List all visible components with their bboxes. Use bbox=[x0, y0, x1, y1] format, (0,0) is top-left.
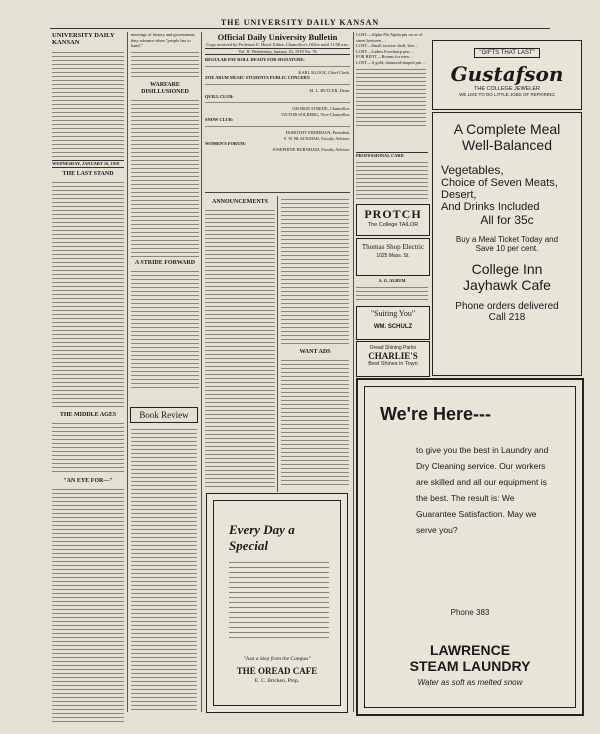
section-divider bbox=[205, 192, 350, 193]
thomas-name: Thomas Shop Electric bbox=[361, 243, 425, 251]
meal-line8: Buy a Meal Ticket Today and bbox=[455, 235, 559, 244]
middle-ages-body bbox=[52, 420, 124, 475]
column-two bbox=[131, 32, 199, 404]
suiting-title: "Suiting You" bbox=[370, 309, 416, 318]
laundry-headline: We're Here--- bbox=[380, 404, 491, 424]
meal-line1: A Complete Meal bbox=[453, 121, 561, 137]
bulletin-signature: VICTOR SOLBERG, Vice-Chancellor. bbox=[280, 111, 350, 117]
want-ad-item: LOST—Small tortoise shell, lost ... bbox=[356, 43, 419, 49]
book-review-body bbox=[131, 426, 197, 712]
bulletin-signature: JOSEPHINE BURNHAM, Faculty Adviser. bbox=[272, 146, 350, 152]
column-rule bbox=[127, 32, 128, 712]
bulletin-signature: M. L. BUTLER, Dean. bbox=[309, 87, 350, 93]
warfare-body bbox=[131, 97, 199, 257]
bulletin-item: QUILL CLUB: bbox=[205, 93, 234, 99]
eye-for-body bbox=[52, 486, 124, 722]
bulletin-signature: F. W. BLACKMAR, Faculty Adviser. bbox=[283, 135, 350, 141]
bulletin-item-body bbox=[205, 63, 350, 70]
announcements-body bbox=[205, 207, 275, 487]
oread-cafe-ad bbox=[206, 493, 348, 713]
meal-line2: Well-Balanced bbox=[461, 137, 552, 153]
book-review-text bbox=[131, 426, 197, 712]
meal-line5: Desert, bbox=[441, 189, 477, 201]
want-ads-title: WANT ADS bbox=[299, 349, 331, 355]
bulletin-item-body bbox=[205, 99, 350, 106]
bulletin-issue: Vol. II. Wednesday, January 16, 1918 No. 76 bbox=[205, 48, 350, 56]
professional-title: PROFESSIONAL CARD bbox=[356, 153, 404, 158]
charlies-ad bbox=[356, 341, 430, 377]
middle-ages-title: THE MIDDLE AGES bbox=[59, 411, 117, 418]
bulletin-item: REGULAR PAY ROLL READY FOR SIGNATURE: bbox=[205, 57, 305, 63]
oread-tagline: "Just a Step from the Campus" bbox=[243, 656, 311, 662]
meal-line4: Choice of Seven Meats, bbox=[441, 177, 558, 189]
protch-sub: The College TAILOR bbox=[367, 222, 419, 228]
laundry-slogan: Water as soft as melted snow bbox=[417, 678, 523, 687]
bulletin-item-body bbox=[205, 123, 350, 130]
oread-proprietor: E. C. Bricken, Prop. bbox=[254, 678, 300, 684]
gustafson-name: Gustafson bbox=[450, 62, 564, 86]
oread-body bbox=[229, 558, 329, 638]
meal-line12: Phone orders delivered bbox=[455, 301, 559, 312]
bulletin-signature: GEORGE STREDE, Chancellor. bbox=[292, 106, 350, 112]
column-rule bbox=[353, 32, 354, 712]
want-ads-column bbox=[356, 32, 426, 150]
want-ad-item: LOST—Alpha Phi Alpha pin on or of street between ... bbox=[356, 32, 423, 43]
charlies-sub: Best Shines in Town bbox=[368, 361, 418, 367]
bulletin-item: SNOW CLUB: bbox=[205, 117, 234, 123]
announcements-body-two bbox=[281, 196, 349, 346]
last-stand-title: THE LAST STAND bbox=[62, 170, 114, 177]
thomas-ad bbox=[356, 238, 430, 276]
protch-name: PROTCH bbox=[364, 207, 422, 221]
announcements-column bbox=[205, 196, 275, 492]
gustafson-slogan: "GIFTS THAT LAST" bbox=[474, 48, 539, 58]
page-header: THE UNIVERSITY DAILY KANSAN bbox=[50, 18, 550, 29]
left-column bbox=[52, 32, 124, 722]
laundry-phone: Phone 383 bbox=[450, 608, 490, 617]
column-rule bbox=[201, 32, 202, 712]
gustafson-ad bbox=[432, 40, 582, 110]
book-review-header bbox=[130, 407, 198, 423]
eye-for-title: "AN EYE FOR—" bbox=[63, 477, 113, 484]
college-inn-ad bbox=[432, 112, 582, 376]
want-ads-body bbox=[281, 357, 349, 487]
bulletin-title: Official Daily University Bulletin bbox=[217, 32, 338, 42]
masthead: UNIVERSITY DAILY KANSAN bbox=[52, 32, 115, 46]
oread-title-line2: Special bbox=[229, 538, 268, 553]
laundry-ad bbox=[356, 378, 584, 716]
meal-line10: College Inn bbox=[471, 261, 543, 277]
professional-body bbox=[356, 159, 428, 199]
masthead-staff bbox=[52, 49, 124, 157]
book-review-title: Book Review bbox=[139, 410, 189, 420]
meal-line9: Save 10 per cent. bbox=[475, 244, 539, 253]
stride-title: A STRIDE FORWARD bbox=[134, 259, 196, 266]
meal-line11: Jayhawk Cafe bbox=[463, 277, 551, 293]
bulletin-item: ZOE ARUM MUSIC STUDENTS PUBLIC CONCERT: bbox=[205, 75, 311, 81]
laundry-name2: STEAM LAUNDRY bbox=[409, 658, 531, 674]
column-two-intro: meetings of history and government, they advance when "people has to hand." bbox=[131, 32, 196, 49]
bulletin-signature: KARL KLOOZ, Chief Clerk. bbox=[298, 69, 350, 75]
gustafson-line1: THE COLLEGE JEWELER bbox=[473, 86, 541, 92]
laundry-name1: LAWRENCE bbox=[429, 642, 511, 658]
announcements-column-two bbox=[281, 196, 349, 492]
bulletin-signature: DOROTHY ERDHMAN, President. bbox=[285, 129, 350, 135]
last-stand-body bbox=[52, 179, 124, 409]
want-ad-item: FOR RENT—Rooms for men ... bbox=[356, 54, 414, 60]
laundry-body: to give you the best in Laundry and Dry Cleaning service. Our workers are skilled and all our equipment is the best. The result is: We Guarantee Satisfaction. May we serve you? bbox=[416, 445, 549, 535]
column-rule bbox=[277, 196, 278, 492]
want-ads-more bbox=[356, 66, 426, 126]
meal-line7: All for 35c bbox=[480, 213, 534, 227]
thomas-addr: 1025 Mass. St. bbox=[376, 253, 410, 259]
bulletin bbox=[205, 32, 350, 152]
announcements-title: ANNOUNCEMENTS bbox=[211, 199, 268, 205]
want-ad-item: LOST—Ladies Eversharp pen ... bbox=[356, 48, 414, 54]
schulz-name: WM. SCHULZ bbox=[373, 324, 413, 330]
album-name: A. G. ALBUM bbox=[378, 278, 406, 283]
want-ad-item: LOST—A gold, diamond-shaped pin ... bbox=[356, 59, 426, 65]
meal-line13: Call 218 bbox=[488, 312, 526, 323]
bulletin-item: WOMEN'S FORUM: bbox=[205, 141, 246, 147]
charlies-name: CHARLIE'S bbox=[368, 351, 418, 361]
gustafson-line2: WE LIKE TO DO LITTLE JOBS OF REPAIRING bbox=[459, 92, 555, 97]
meal-line3: Vegetables, bbox=[441, 163, 504, 177]
bulletin-subtitle: Copy received by Professor E. Hood. Editor, Chancellor's Office until 11:00 a.m. bbox=[206, 42, 349, 47]
protch-ad bbox=[356, 204, 430, 236]
warfare-title: WARFARE DISILLUSIONED bbox=[141, 81, 189, 95]
album-body bbox=[356, 284, 428, 302]
professional-card bbox=[356, 152, 428, 203]
oread-shining: Oread Shining Parlor bbox=[369, 345, 417, 351]
oread-name: THE OREAD CAFE bbox=[236, 666, 318, 676]
oread-title-line1: Every Day a bbox=[229, 522, 295, 537]
bulletin-item-body bbox=[205, 81, 350, 88]
stride-body bbox=[131, 268, 199, 388]
suiting-ad bbox=[356, 306, 430, 340]
dateline: WEDNESDAY, JANUARY 16, 1918 bbox=[52, 160, 124, 168]
album-ad bbox=[356, 278, 428, 304]
intro-body bbox=[131, 49, 199, 79]
meal-line6: And Drinks Included bbox=[441, 201, 540, 213]
